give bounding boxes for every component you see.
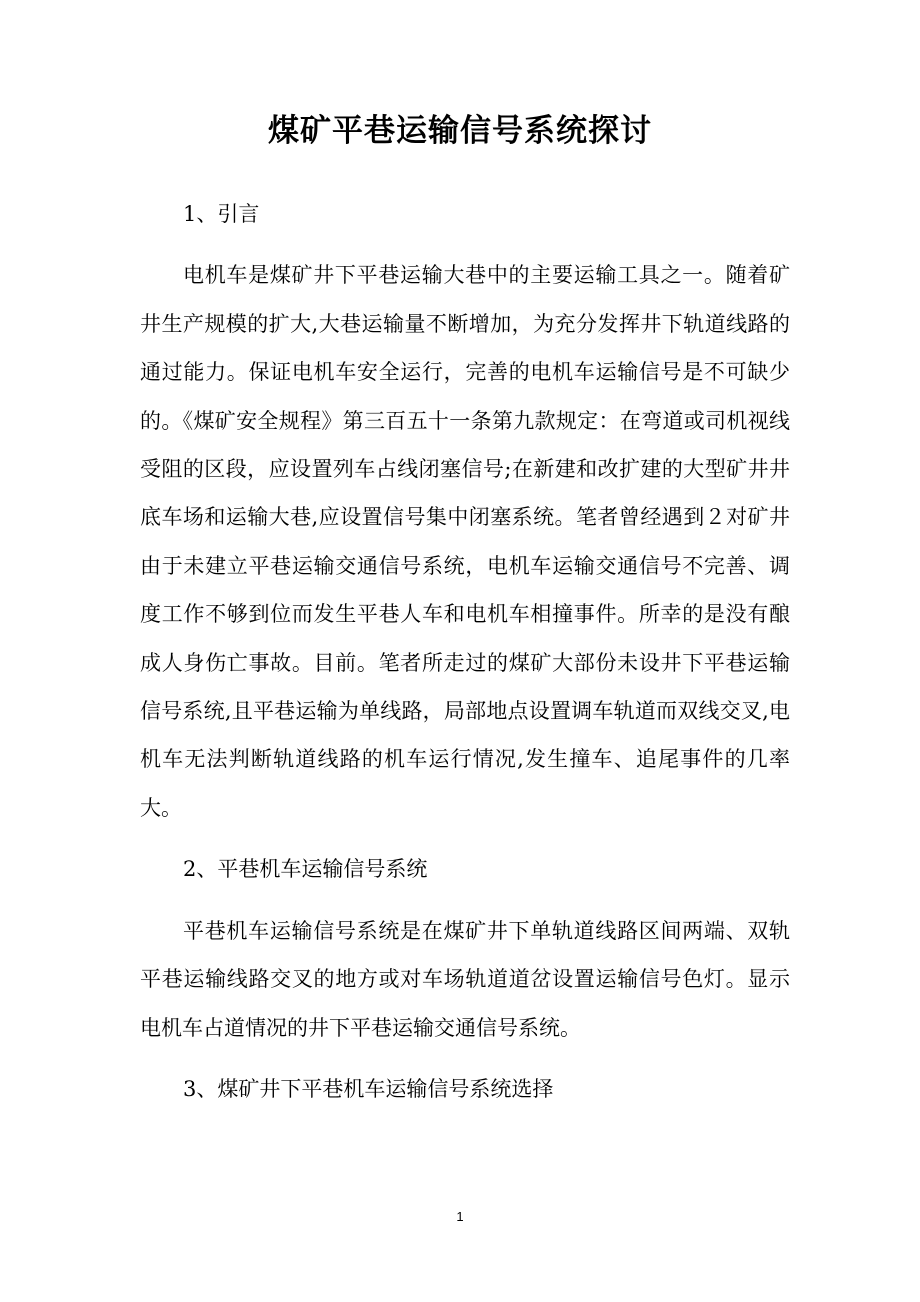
document-title: 煤矿平巷运输信号系统探讨: [268, 113, 652, 149]
section-heading-signal-system: 2、平巷机车运输信号系统: [183, 857, 428, 882]
section-heading-system-selection: 3、煤矿井下平巷机车运输信号系统选择: [183, 1076, 554, 1101]
paragraph-signal-system: 平巷机车运输信号系统是在煤矿井下单轨道线路区间两端、双轨平巷运输线路交叉的地方或对车场轨道道岔设置运输信号色灯。显示电机车占道情况的井下平巷运输交通信号系统。: [140, 918, 790, 1040]
paragraph-introduction: 电机车是煤矿井下平巷运输大巷中的主要运输工具之一。随着矿井生产规模的扩大,大巷运输量不断增加，为充分发挥井下轨道线路的通过能力。保证电机车安全运行，完善的电机车运输信号是不可缺少的。《煤矿安全规程》第三百五十一条第九款规定：在弯道或司机视线受阻的区段，应设置列车占线闭塞信号;在新建和改扩建的大型矿井井底车场和运输大巷,应设置信号集中闭塞系统。笔者曾经遇到２对矿井由于未建立平巷运输交通信号系统，电机车运输交通信号不完善、调度工作不够到位而发生平巷人车和电机车相撞事件。所幸的是没有酿成人身伤亡事故。目前。笔者所走过的煤矿大部份未设井下平巷运输信号系统,且平巷运输为单线路，局部地点设置调车轨道而双线交叉,电机车无法判断轨道线路的机车运行情况,发生撞车、追尾事件的几率大。: [140, 263, 790, 820]
page-number: 1: [456, 1209, 464, 1224]
section-heading-introduction: 1、引言: [183, 202, 260, 226]
document-body: [140, 190, 790, 1113]
